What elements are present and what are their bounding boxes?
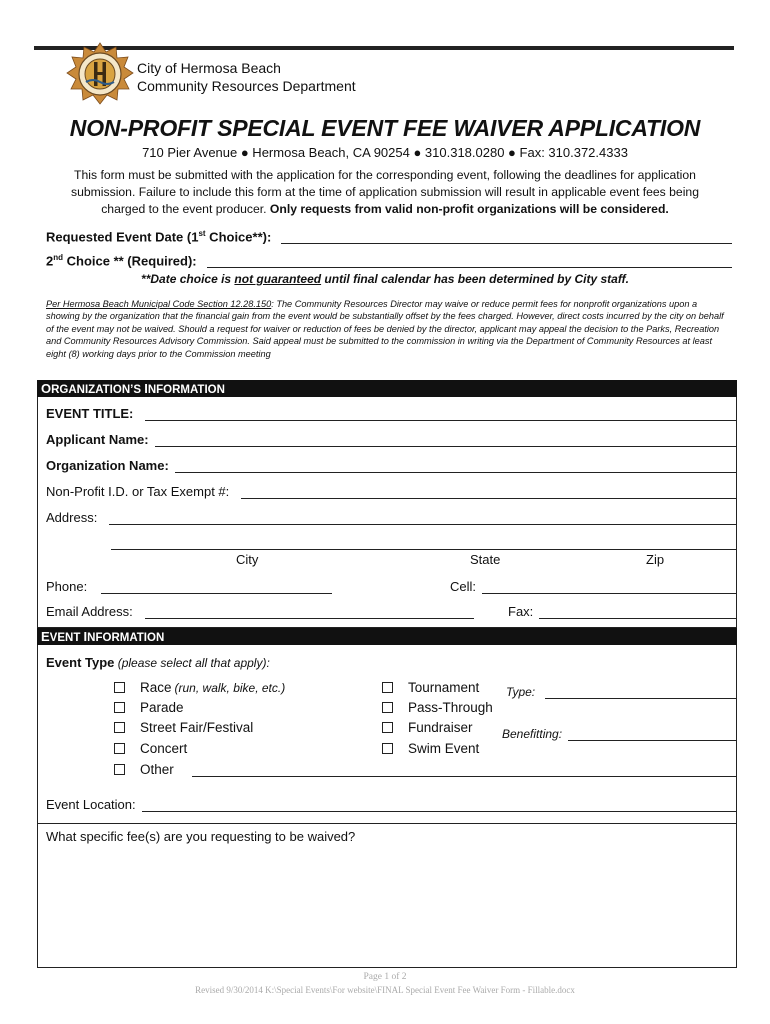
header-rule	[34, 46, 734, 50]
organization-section-header: ORGANIZATION’S INFORMATION	[37, 380, 737, 397]
option-street-fair[interactable]: Street Fair/Festival	[114, 720, 253, 735]
department-name: Community Resources Department	[137, 78, 356, 94]
fax-row	[508, 604, 736, 619]
other-checkbox[interactable]	[114, 764, 125, 775]
other-field[interactable]	[192, 761, 736, 777]
applicant-name-field[interactable]	[155, 433, 736, 447]
address-label: Address:	[46, 510, 98, 525]
address-field[interactable]	[109, 511, 736, 525]
type-label: Type:	[506, 685, 536, 699]
intro-text: This form must be submitted with the application for the corresponding event, following the deadlines for application submission. Failure to include this form at the time of application submission will result in applicable event fees being charged to the event producer.	[71, 168, 699, 216]
second-choice-date-field[interactable]	[207, 254, 732, 268]
city-seal-logo	[66, 42, 134, 110]
fees-requested-field[interactable]	[37, 823, 737, 968]
revision-note: Revised 9/30/2014 K:\Special Events\For website\FINAL Special Event Fee Waiver Form - Fillable.docx	[195, 985, 575, 995]
city-caption: City	[236, 552, 259, 567]
first-choice-label: Requested Event Date (1st Choice**):	[46, 229, 272, 245]
race-checkbox[interactable]	[114, 682, 125, 693]
code-reference: Per Hermosa Beach Municipal Code Section 12.28.150	[46, 299, 272, 309]
concert-checkbox[interactable]	[114, 743, 125, 754]
tax-id-label: Non-Profit I.D. or Tax Exempt #:	[46, 484, 230, 499]
fundraiser-checkbox[interactable]	[382, 722, 393, 733]
contact-address: 710 Pier Avenue ● Hermosa Beach, CA 90254 ● 310.318.0280 ● Fax: 310.372.4333	[142, 145, 628, 160]
event-title-field[interactable]	[145, 407, 736, 421]
first-choice-date-row	[46, 229, 732, 244]
parade-checkbox[interactable]	[114, 702, 125, 713]
event-section-header: EVENT INFORMATION	[37, 628, 737, 645]
option-race[interactable]: Race (run, walk, bike, etc.)	[114, 680, 285, 695]
second-choice-date-row	[46, 253, 732, 268]
benefitting-row	[502, 727, 736, 741]
municipal-code-paragraph	[46, 298, 732, 360]
page-number: Page 1 of 2	[363, 972, 407, 982]
page-title: NON-PROFIT SPECIAL EVENT FEE WAIVER APPLICATION	[69, 115, 701, 141]
address-line-2-row	[111, 536, 736, 550]
option-pass-through[interactable]: Pass-Through	[382, 700, 493, 715]
code-text: : The Community Resources Director may waive or reduce permit fees for nonprofit organizations upon a showing by the organization that the financial gain from the event would be substantially offset by the fees charged. However, direct costs incurred by the city on behalf of the event may not be waived. Should a request for waiver or reduction of fees be denied by the director, applicant may appeal the decision to the Parks, Recreation and Community Resources Advisory Commission. Said appeal must be submitted to the commission in writing via the Department of Community Resources at least eight (8) working days prior to the Commission meeting	[46, 299, 724, 359]
organization-name-field[interactable]	[175, 459, 736, 473]
applicant-name-row	[46, 432, 736, 447]
date-disclaimer: **Date choice is not guaranteed until final calendar has been determined by City staff.	[141, 272, 629, 286]
event-type-label: Event Type (please select all that apply):	[46, 655, 270, 670]
tax-id-row	[46, 484, 736, 499]
email-field[interactable]	[145, 605, 474, 619]
first-choice-date-field[interactable]	[281, 230, 732, 244]
zip-caption: Zip	[646, 552, 665, 567]
street-fair-checkbox[interactable]	[114, 722, 125, 733]
intro-bold: Only requests from valid non-profit organizations will be considered.	[269, 202, 669, 216]
address-line-2-field[interactable]	[111, 536, 736, 550]
organization-name-row	[46, 458, 736, 473]
cell-field[interactable]	[482, 580, 736, 594]
organization-name-label: Organization Name:	[46, 458, 169, 473]
intro-paragraph	[60, 167, 710, 218]
email-label: Email Address:	[46, 604, 133, 619]
option-swim-event[interactable]: Swim Event	[382, 741, 479, 756]
event-title-label: EVENT TITLE:	[46, 406, 134, 421]
option-concert[interactable]: Concert	[114, 741, 187, 756]
event-location-row	[46, 797, 736, 812]
city-name: City of Hermosa Beach	[137, 60, 281, 76]
fees-question-label: What specific fee(s) are you requesting to be waived?	[46, 829, 356, 844]
phone-row	[46, 579, 332, 594]
tax-id-field[interactable]	[241, 485, 736, 499]
pass-through-checkbox[interactable]	[382, 702, 393, 713]
cell-label: Cell:	[450, 579, 477, 594]
type-field[interactable]	[545, 685, 736, 699]
tournament-checkbox[interactable]	[382, 682, 393, 693]
type-row	[506, 685, 736, 699]
option-tournament[interactable]: Tournament	[382, 680, 479, 695]
cell-row	[450, 579, 736, 594]
event-title-row	[46, 406, 736, 421]
second-choice-label: 2nd Choice ** (Required):	[46, 253, 197, 269]
option-fundraiser[interactable]: Fundraiser	[382, 720, 473, 735]
state-caption: State	[470, 552, 501, 567]
benefitting-field[interactable]	[568, 727, 736, 741]
swim-event-checkbox[interactable]	[382, 743, 393, 754]
phone-field[interactable]	[101, 580, 332, 594]
phone-label: Phone:	[46, 579, 88, 594]
applicant-name-label: Applicant Name:	[46, 432, 149, 447]
department-header	[137, 59, 356, 95]
event-location-field[interactable]	[142, 798, 736, 812]
address-row	[46, 510, 736, 525]
fax-label: Fax:	[508, 604, 534, 619]
option-other[interactable]: Other	[114, 761, 736, 777]
email-row	[46, 604, 474, 619]
event-location-label: Event Location:	[46, 797, 136, 812]
fax-field[interactable]	[539, 605, 736, 619]
option-parade[interactable]: Parade	[114, 700, 184, 715]
benefitting-label: Benefitting:	[502, 727, 563, 741]
